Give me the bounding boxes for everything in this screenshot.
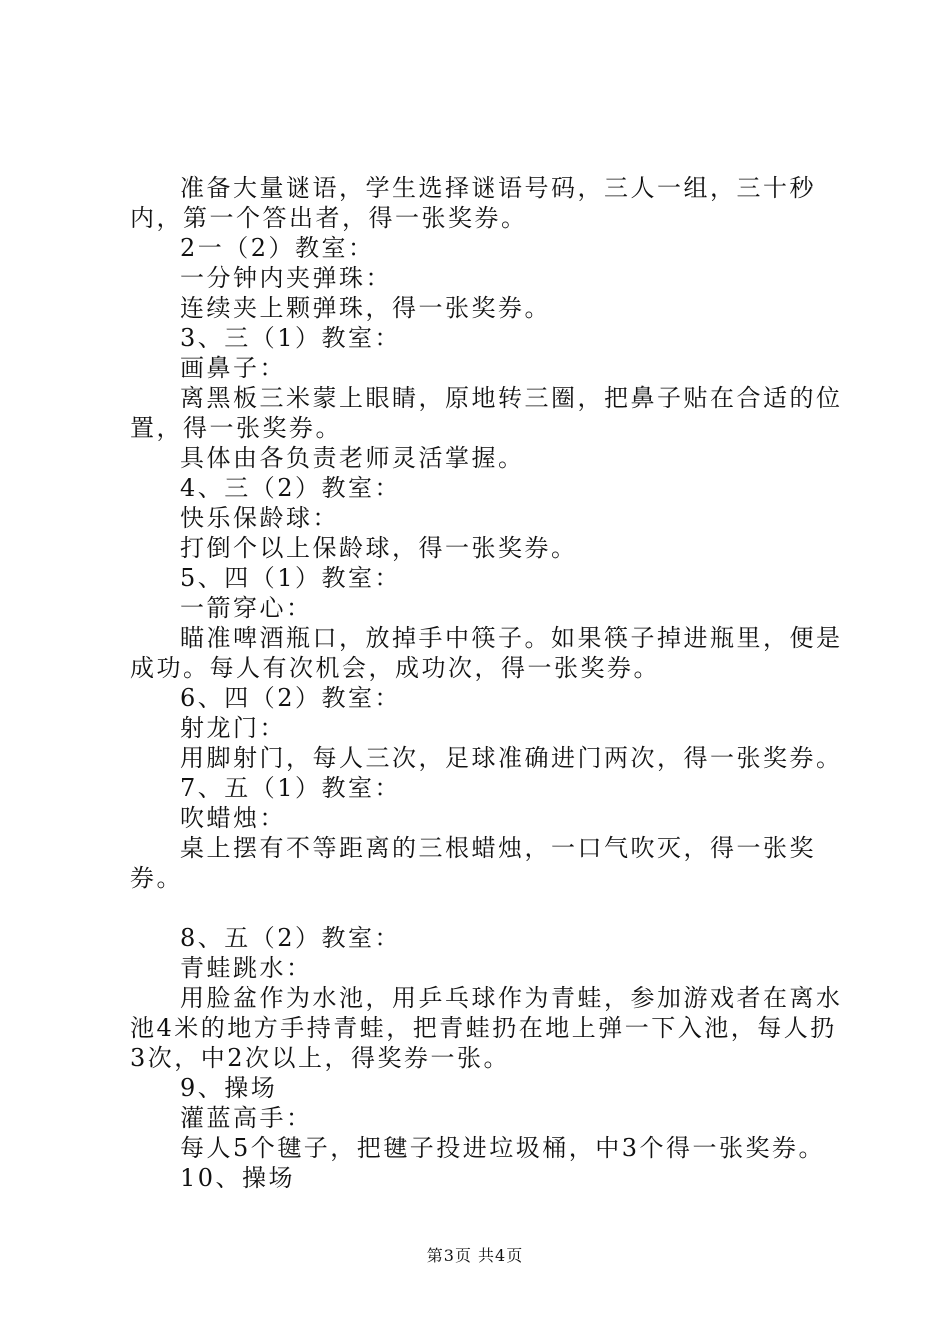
paragraph: 用脚射门，每人三次，足球准确进门两次，得一张奖券。 [180, 744, 843, 772]
paragraph: 准备大量谜语，学生选择谜语号码，三人一组，三十秒内，第一个答出者，得一张奖券。 [130, 174, 816, 232]
section-heading: 4、三（2）教室： [180, 474, 402, 502]
paragraph: 连续夹上颗弹珠，得一张奖券。 [180, 294, 551, 322]
paragraph: 具体由各负责老师灵活掌握。 [180, 444, 525, 472]
paragraph: 打倒个以上保龄球，得一张奖券。 [180, 534, 578, 562]
page-footer: 第3页 共4页 [426, 1246, 524, 1265]
paragraph: 离黑板三米蒙上眼睛，原地转三圈，把鼻子贴在合适的位置，得一张奖券。 [130, 384, 843, 442]
section-heading: 5、四（1）教室： [180, 564, 402, 592]
paragraph: 瞄准啤酒瓶口，放掉手中筷子。如果筷子掉进瓶里，便是成功。每人有次机会，成功次，得一张奖券。 [130, 624, 843, 682]
game-title: 吹蜡烛： [180, 804, 286, 832]
game-title: 一箭穿心： [180, 594, 313, 622]
game-title: 一分钟内夹弹珠： [180, 264, 392, 292]
game-title: 青蛙跳水： [180, 954, 313, 982]
section-heading: 10、操场 [180, 1164, 296, 1192]
game-title: 射龙门： [180, 714, 286, 742]
game-title: 快乐保龄球： [180, 504, 339, 532]
paragraph: 桌上摆有不等距离的三根蜡烛，一口气吹灭，得一张奖券。 [130, 834, 816, 892]
game-title: 灌蓝高手： [180, 1104, 313, 1132]
section-heading: 7、五（1）教室： [180, 774, 402, 802]
paragraph: 用脸盆作为水池，用乒乓球作为青蛙，参加游戏者在离水池4米的地方手持青蛙，把青蛙扔在地上弹一下入池，每人扔3次，中2次以上，得奖券一张。 [130, 984, 843, 1072]
game-title: 画鼻子： [180, 354, 286, 382]
section-heading: 6、四（2）教室： [180, 684, 402, 712]
section-heading: 3、三（1）教室： [180, 324, 402, 352]
section-heading: 2一（2）教室： [180, 234, 375, 262]
section-heading: 8、五（2）教室： [180, 924, 402, 952]
section-heading: 9、操场 [180, 1074, 278, 1102]
document-body [130, 173, 850, 1193]
blank-line [130, 893, 850, 923]
paragraph: 每人5个毽子，把毽子投进垃圾桶，中3个得一张奖券。 [180, 1134, 826, 1162]
